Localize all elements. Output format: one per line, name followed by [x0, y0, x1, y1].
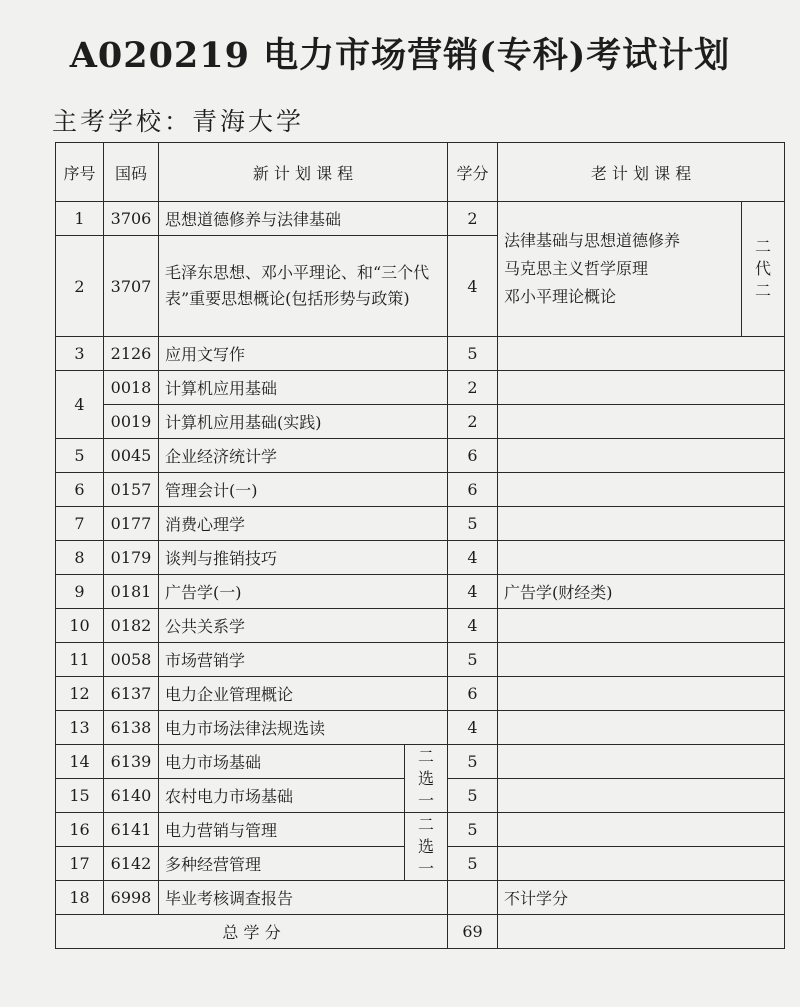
code-cell: 0019 — [104, 405, 159, 439]
code-cell: 3706 — [104, 202, 159, 236]
credit-cell: 2 — [448, 371, 498, 405]
seq-cell: 15 — [56, 779, 104, 813]
old-course-cell — [498, 507, 785, 541]
seq-cell: 12 — [56, 677, 104, 711]
old-course-cell — [498, 473, 785, 507]
code-cell: 0018 — [104, 371, 159, 405]
old-course-cell — [498, 711, 785, 745]
credit-cell: 5 — [448, 745, 498, 779]
code-cell: 0177 — [104, 507, 159, 541]
code-cell: 6140 — [104, 779, 159, 813]
code-cell: 3707 — [104, 236, 159, 337]
seq-cell: 17 — [56, 847, 104, 881]
old-course-cell — [498, 337, 785, 371]
old-course-cell — [498, 745, 785, 779]
credit-cell: 4 — [448, 711, 498, 745]
course-cell: 计算机应用基础 — [159, 371, 448, 405]
course-cell: 应用文写作 — [159, 337, 448, 371]
total-row — [56, 915, 785, 949]
choice-char: 二 — [418, 746, 435, 766]
old-course-cell — [498, 677, 785, 711]
credit-cell: 5 — [448, 847, 498, 881]
choice-char: 一 — [418, 790, 435, 810]
old-course-cell: 不计学分 — [498, 881, 785, 915]
course-cell: 管理会计(一) — [159, 473, 448, 507]
seq-cell: 4 — [56, 371, 104, 439]
header-seq: 序号 — [56, 143, 104, 202]
course-cell: 电力市场法律法规选读 — [159, 711, 448, 745]
table-row — [56, 202, 785, 236]
course-cell: 多种经营管理 — [159, 847, 405, 881]
course-cell: 电力企业管理概论 — [159, 677, 448, 711]
credit-cell: 5 — [448, 779, 498, 813]
course-cell: 市场营销学 — [159, 643, 448, 677]
code-cell: 6142 — [104, 847, 159, 881]
seq-cell: 11 — [56, 643, 104, 677]
old-course-cell — [498, 609, 785, 643]
choice-char: 一 — [418, 858, 435, 878]
code-cell: 0179 — [104, 541, 159, 575]
exam-plan-table — [55, 142, 785, 949]
course-cell: 电力营销与管理 — [159, 813, 405, 847]
table-row — [56, 677, 785, 711]
table-row — [56, 371, 785, 405]
seq-cell: 5 — [56, 439, 104, 473]
course-cell: 消费心理学 — [159, 507, 448, 541]
table-row — [56, 711, 785, 745]
header-new-course: 新 计 划 课 程 — [159, 143, 448, 202]
code-cell: 6137 — [104, 677, 159, 711]
old-course-cell — [498, 371, 785, 405]
course-cell: 公共关系学 — [159, 609, 448, 643]
credit-cell: 6 — [448, 439, 498, 473]
code-cell: 6139 — [104, 745, 159, 779]
credit-cell: 5 — [448, 643, 498, 677]
code-cell: 0058 — [104, 643, 159, 677]
note-char: 代 — [755, 259, 772, 278]
seq-cell: 18 — [56, 881, 104, 915]
table-row — [56, 745, 785, 779]
note-char: 二 — [755, 281, 772, 300]
note-char: 二 — [755, 237, 772, 256]
credit-cell: 5 — [448, 337, 498, 371]
code-cell: 0182 — [104, 609, 159, 643]
table-row — [56, 813, 785, 847]
table-row — [56, 507, 785, 541]
course-cell: 毛泽东思想、邓小平理论、和“三个代表”重要思想概论(包括形势与政策) — [159, 236, 448, 337]
total-label: 总 学 分 — [56, 915, 448, 949]
old-course-cell: 广告学(财经类) — [498, 575, 785, 609]
school-label: 主考学校：青海大学 — [52, 107, 305, 136]
seq-cell: 2 — [56, 236, 104, 337]
header-code: 国码 — [104, 143, 159, 202]
course-cell: 毕业考核调查报告 — [159, 881, 448, 915]
seq-cell: 8 — [56, 541, 104, 575]
old-course-item: 邓小平理论概论 — [504, 287, 617, 306]
code-cell: 6138 — [104, 711, 159, 745]
table-row — [56, 541, 785, 575]
credit-cell: 2 — [448, 405, 498, 439]
seq-cell: 14 — [56, 745, 104, 779]
choice-note — [405, 745, 448, 813]
seq-cell: 16 — [56, 813, 104, 847]
old-course-cell — [498, 813, 785, 847]
seq-cell: 6 — [56, 473, 104, 507]
table-row — [56, 473, 785, 507]
old-course-cell — [498, 405, 785, 439]
table-row — [56, 405, 785, 439]
table-row — [56, 881, 785, 915]
code-cell: 0157 — [104, 473, 159, 507]
credit-cell: 6 — [448, 473, 498, 507]
total-value: 69 — [448, 915, 498, 949]
old-course-group — [498, 202, 742, 337]
credit-cell: 5 — [448, 813, 498, 847]
course-cell: 计算机应用基础(实践) — [159, 405, 448, 439]
credit-cell — [448, 881, 498, 915]
header-credit: 学分 — [448, 143, 498, 202]
total-old-cell — [498, 915, 785, 949]
seq-cell: 9 — [56, 575, 104, 609]
course-cell: 农村电力市场基础 — [159, 779, 405, 813]
choice-note — [405, 813, 448, 881]
code-cell: 2126 — [104, 337, 159, 371]
code-cell: 6141 — [104, 813, 159, 847]
course-cell: 电力市场基础 — [159, 745, 405, 779]
old-course-item: 马克思主义哲学原理 — [504, 259, 649, 278]
page-title: A020219 电力市场营销(专科)考试计划 — [69, 35, 731, 76]
credit-cell: 2 — [448, 202, 498, 236]
seq-cell: 1 — [56, 202, 104, 236]
seq-cell: 10 — [56, 609, 104, 643]
credit-cell: 4 — [448, 236, 498, 337]
seq-cell: 7 — [56, 507, 104, 541]
credit-cell: 5 — [448, 507, 498, 541]
credit-cell: 4 — [448, 541, 498, 575]
seq-cell: 3 — [56, 337, 104, 371]
choice-char: 选 — [418, 768, 435, 788]
old-course-cell — [498, 643, 785, 677]
course-cell: 企业经济统计学 — [159, 439, 448, 473]
old-course-cell — [498, 541, 785, 575]
credit-cell: 4 — [448, 609, 498, 643]
course-cell: 谈判与推销技巧 — [159, 541, 448, 575]
course-cell: 广告学(一) — [159, 575, 448, 609]
old-course-item: 法律基础与思想道德修养 — [504, 231, 681, 250]
seq-cell: 13 — [56, 711, 104, 745]
choice-char: 选 — [418, 836, 435, 856]
table-row — [56, 575, 785, 609]
table-row — [56, 643, 785, 677]
code-cell: 6998 — [104, 881, 159, 915]
old-course-cell — [498, 439, 785, 473]
choice-char: 二 — [418, 814, 435, 834]
old-course-cell — [498, 779, 785, 813]
table-row — [56, 609, 785, 643]
old-course-note — [742, 202, 785, 337]
code-cell: 0181 — [104, 575, 159, 609]
table-row — [56, 337, 785, 371]
credit-cell: 6 — [448, 677, 498, 711]
credit-cell: 4 — [448, 575, 498, 609]
code-cell: 0045 — [104, 439, 159, 473]
header-row — [56, 143, 785, 202]
header-old-course: 老 计 划 课 程 — [498, 143, 785, 202]
course-cell: 思想道德修养与法律基础 — [159, 202, 448, 236]
old-course-cell — [498, 847, 785, 881]
table-row — [56, 439, 785, 473]
